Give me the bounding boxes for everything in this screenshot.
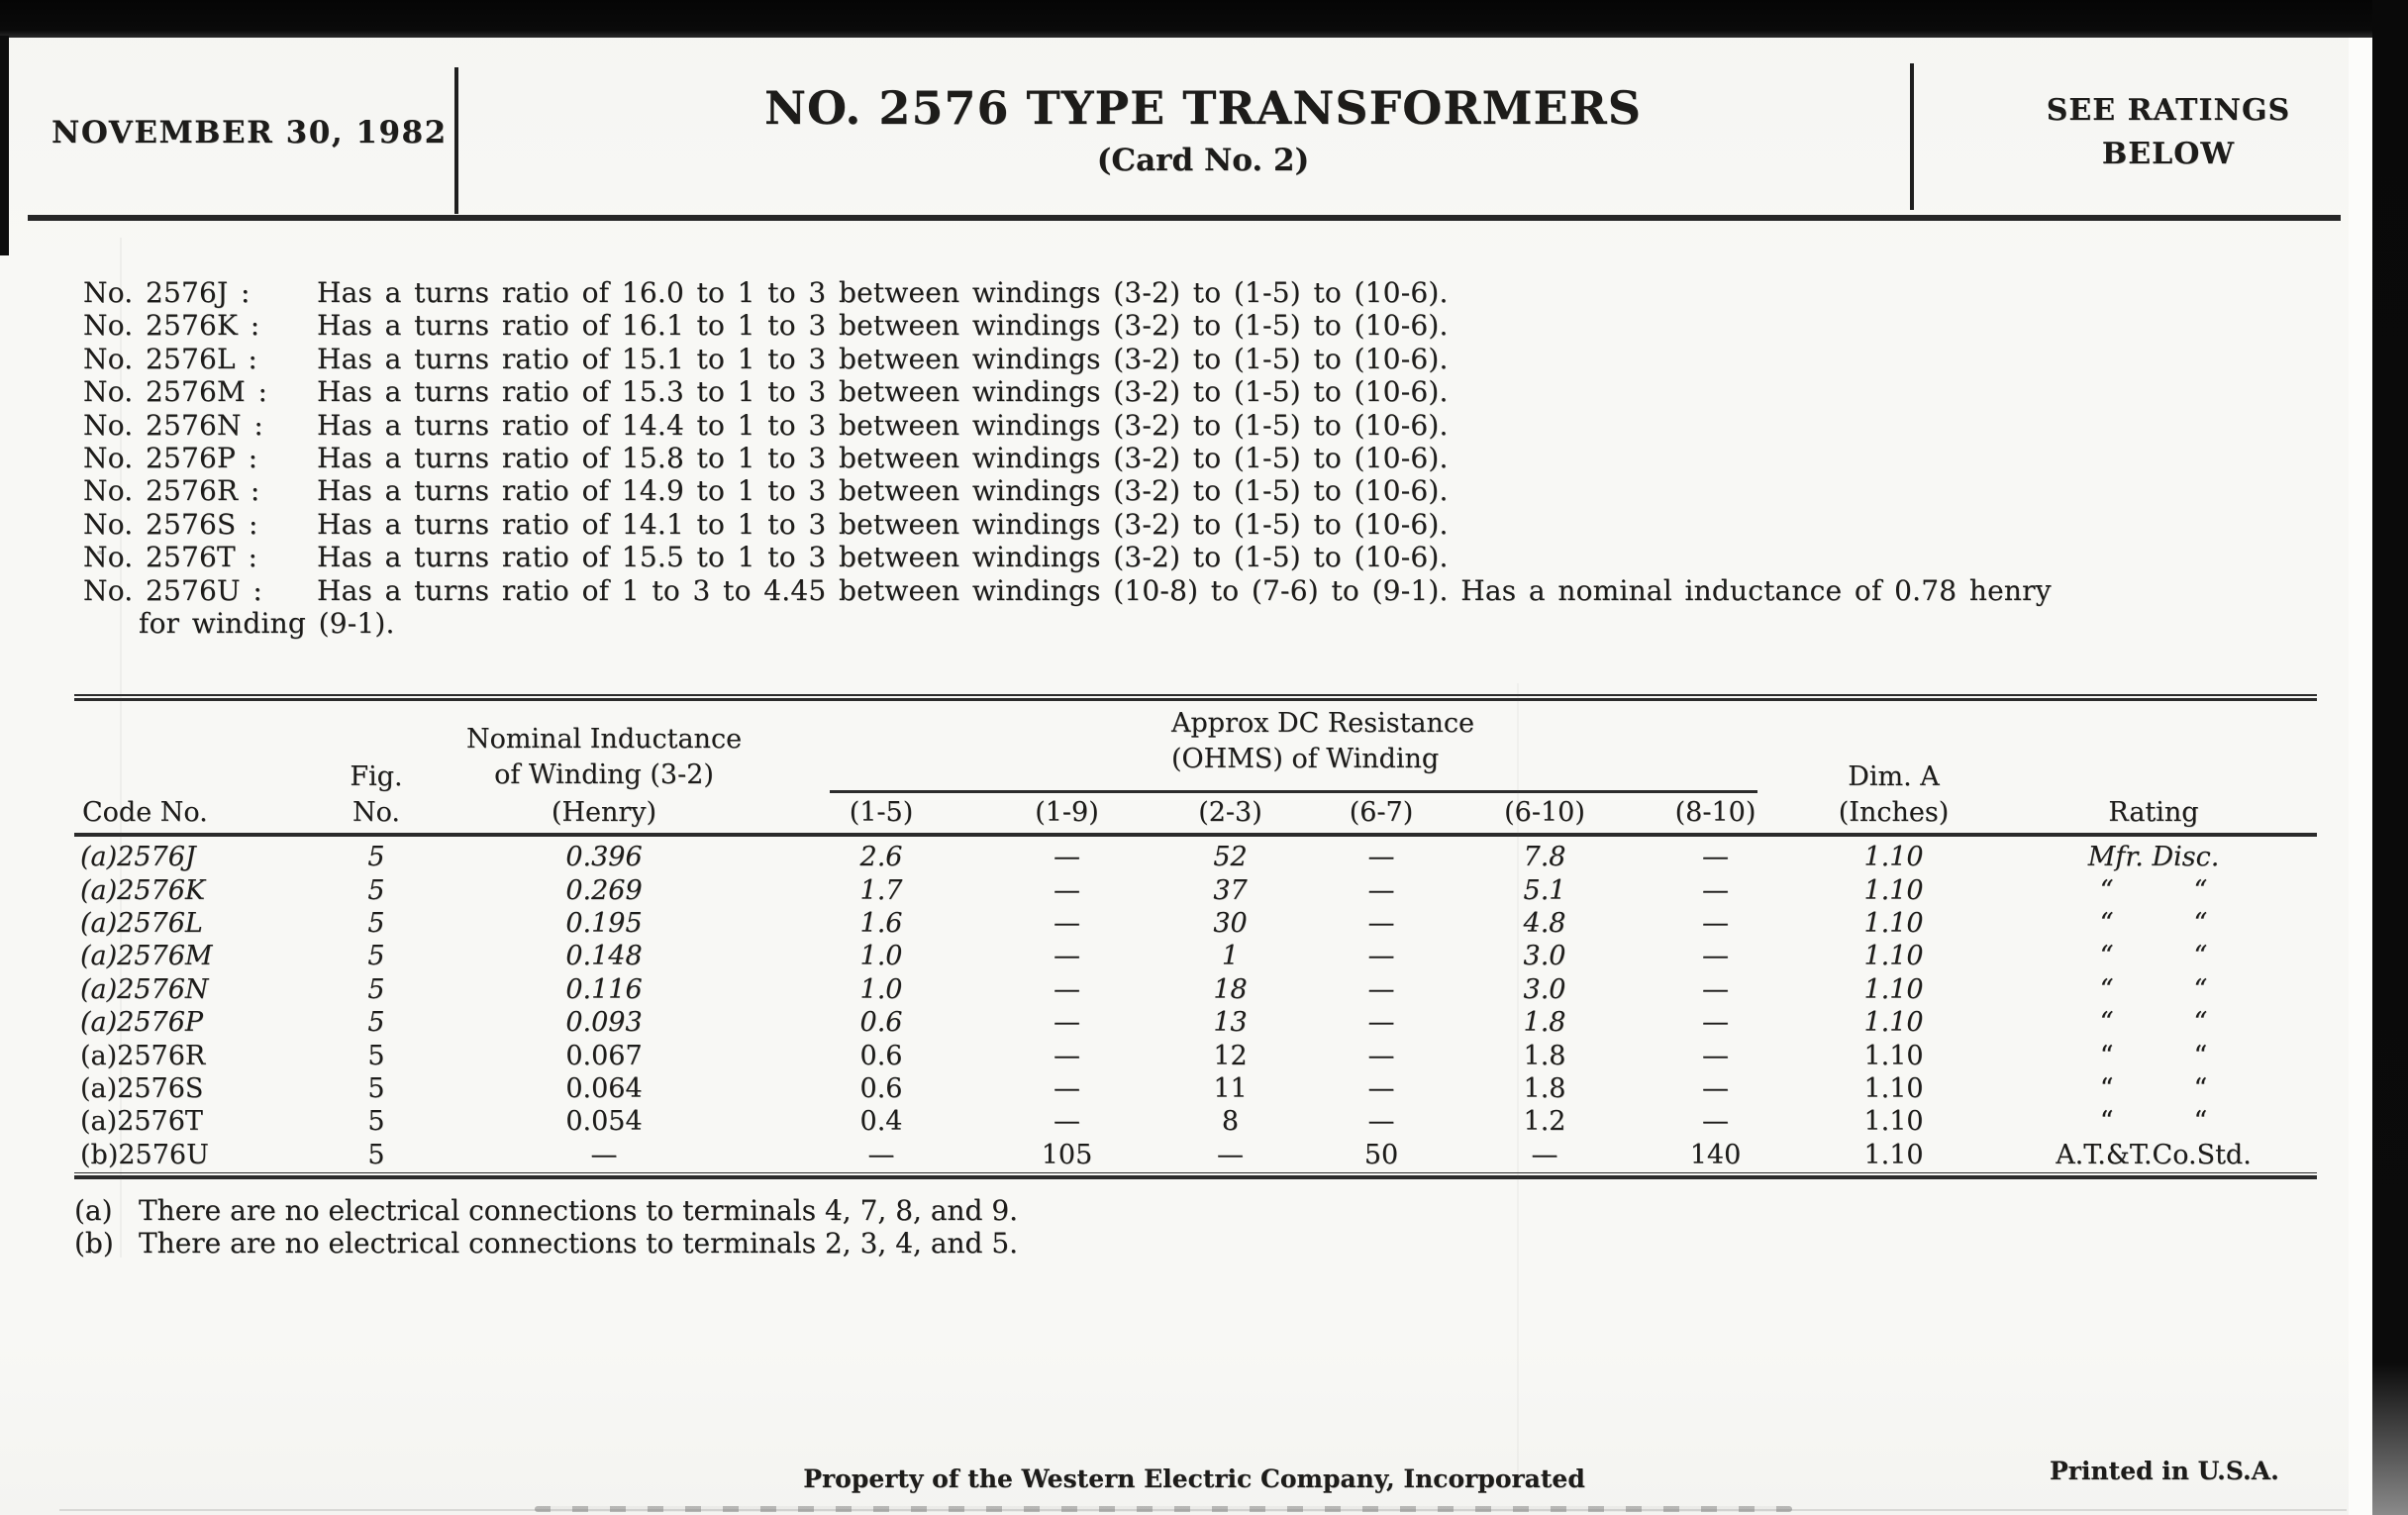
col-header-henry-2: of Winding (3-2) [494,759,714,790]
table-cell: “ “ [2099,1106,2208,1138]
table-cell: (b)2576U [80,1139,209,1170]
table-cell: “ “ [2099,907,2208,939]
table-cell: 1.10 [1863,907,1924,939]
table-rows [74,841,2317,1171]
footnote-a-label: (a) [74,1194,113,1227]
table-cell: 0.396 [565,842,643,873]
description-text: Has a turns ratio of 15.8 to 1 to 3 between windings (3-2) to (1-5) to (10-6). [317,441,1449,474]
col-header-winding-6-7: (6-7) [1349,797,1414,828]
scan-seam-right [1517,683,1519,1485]
table-cell: 0.195 [565,907,643,939]
table-cell: — [1367,1040,1395,1071]
table-cell: 1.10 [1863,1072,1924,1104]
table-top-rule [74,694,2317,701]
issue-date: NOVEMBER 30, 1982 [51,115,448,151]
footnotes [74,1194,1018,1260]
table-cell: — [1531,1139,1558,1170]
code-label: No. 2576K : [83,309,260,343]
table-cell: — [1054,941,1080,972]
table-cell: 4.8 [1523,907,1566,939]
ratings-note-line1: SEE RATINGS [2046,93,2291,128]
footnote-b-label: (b) [74,1227,114,1260]
col-header-dim-1: Dim. A [1848,761,1940,792]
table-cell: — [1367,874,1395,906]
code-label: No. 2576P : [83,441,258,474]
table-cell: — [1367,842,1395,873]
col-header-fig-2: No. [352,797,400,828]
col-header-winding-8-10: (8-10) [1674,797,1756,828]
table-cell: 1.10 [1863,874,1924,906]
table-cell: — [1054,874,1080,906]
table-cell: 0.064 [565,1072,643,1104]
table-cell: 1.2 [1523,1106,1566,1138]
description-text: Has a turns ratio of 15.3 to 1 to 3 between windings (3-2) to (1-5) to (10-6). [317,375,1449,409]
description-text: Has a turns ratio of 16.0 to 1 to 3 between windings (3-2) to (1-5) to (10-6). [317,276,1449,309]
table-cell: 5 [367,1040,385,1071]
col-header-henry-1: Nominal Inductance [465,724,743,755]
table-cell: (a)2576N [80,973,209,1005]
table-bottom-rule [74,1172,2317,1179]
table-cell: — [1367,941,1395,972]
table-cell: — [1054,1040,1080,1071]
table-row [74,1139,2317,1171]
table-cell: — [1367,1007,1395,1039]
table-cell: — [1702,874,1729,906]
table-row [74,973,2317,1006]
description-text: Has a turns ratio of 14.4 to 1 to 3 between windings (3-2) to (1-5) to (10-6). [317,408,1449,442]
property-notice: Property of the Western Electric Company, Incorporated [803,1464,1585,1493]
table-cell: 1.10 [1863,1106,1924,1138]
footnote-b [74,1227,1018,1260]
table-cell: (a)2576M [80,941,213,972]
footnote-b-text: There are no electrical connections to terminals 2, 3, 4, and 5. [139,1227,1019,1260]
scan-edge-right [2372,0,2408,1515]
table-cell: — [1702,1040,1729,1071]
table-cell: 30 [1213,907,1248,939]
table-cell: 11 [1213,1072,1248,1104]
table-cell: (a)2576S [80,1072,204,1104]
table-cell: 5 [367,874,385,906]
header-divider-right [1910,63,1914,210]
turns-ratio-line [83,508,2351,541]
table-cell: 50 [1363,1139,1399,1170]
scan-edge-top [0,0,2408,38]
col-header-henry-3: (Henry) [551,797,657,828]
table-cell: 1.10 [1863,1139,1924,1170]
table-cell: 3.0 [1523,973,1566,1005]
turns-ratio-list [83,276,2351,640]
table-cell: 1 [1221,941,1240,972]
group-header-line1: Approx DC Resistance [1171,708,1475,739]
table-cell: — [1054,973,1080,1005]
table-cell: “ “ [2099,874,2208,906]
code-label: No. 2576U : [83,573,263,607]
turns-ratio-line [83,276,2351,309]
table-row [74,940,2317,972]
table-cell: 37 [1213,874,1248,906]
table-cell: — [1702,973,1729,1005]
table-cell: 5 [367,1106,385,1138]
ratings-table [74,694,2317,1181]
footnote-a [74,1194,1018,1227]
table-cell: (a)2576J [80,842,196,873]
table-cell: 12 [1213,1040,1248,1071]
table-cell: — [1217,1139,1244,1170]
table-cell: — [1054,1072,1080,1104]
description-text: Has a turns ratio of 16.1 to 1 to 3 between windings (3-2) to (1-5) to (10-6). [317,309,1449,343]
table-row [74,1039,2317,1071]
col-header-code: Code No. [82,797,208,828]
table-cell: — [1702,842,1729,873]
turns-ratio-line [83,309,2351,342]
ratings-note [1960,89,2376,176]
table-cell: “ “ [2099,1007,2208,1039]
table-row [74,907,2317,940]
col-header-rating: Rating [2108,797,2199,828]
table-cell: 8 [1221,1106,1240,1138]
table-cell: 5 [367,941,385,972]
table-cell: “ “ [2099,973,2208,1005]
table-cell: 7.8 [1523,842,1566,873]
table-cell: 5 [367,973,385,1005]
table-cell: 0.054 [565,1106,643,1138]
table-cell: — [1367,1106,1395,1138]
page-subtitle: (Card No. 2) [1096,143,1310,178]
table-header-rule [74,833,2317,837]
table-cell: 3.0 [1523,941,1566,972]
table-cell: 105 [1041,1139,1093,1170]
table-row [74,1006,2317,1039]
turns-ratio-line [83,541,2351,573]
table-cell: Mfr. Disc. [2087,842,2220,873]
table-cell: 140 [1689,1139,1742,1170]
table-cell: 1.8 [1523,1007,1566,1039]
table-cell: — [1702,1106,1729,1138]
turns-ratio-line [83,375,2351,408]
col-header-dim-2: (Inches) [1838,797,1950,828]
table-cell: 1.10 [1863,941,1924,972]
col-header-winding-1-9: (1-9) [1035,797,1099,828]
table-cell: — [1367,907,1395,939]
table-cell: A.T.&T.Co.Std. [2056,1139,2252,1170]
table-cell: — [867,1139,895,1170]
table-cell: “ “ [2099,1072,2208,1104]
scan-speck [97,551,104,555]
table-cell: “ “ [2099,1040,2208,1071]
table-cell: (a)2576P [80,1007,204,1039]
table-cell: 0.6 [859,1040,903,1071]
table-cell: — [1702,941,1729,972]
table-cell: 1.10 [1863,1040,1924,1071]
page-title: NO. 2576 TYPE TRANSFORMERS [763,81,1643,135]
table-cell: 0.6 [859,1007,903,1039]
table-cell: (a)2576R [80,1040,206,1071]
description-text: Has a turns ratio of 15.1 to 1 to 3 between windings (3-2) to (1-5) to (10-6). [317,342,1449,375]
table-cell: 0.6 [859,1072,903,1104]
col-header-winding-1-5: (1-5) [849,797,914,828]
table-row [74,873,2317,906]
table-cell: (a)2576T [80,1106,203,1138]
code-label: No. 2576J : [83,276,251,309]
table-row [74,1072,2317,1105]
group-header-line2: (OHMS) of Winding [1171,744,1440,774]
scan-edge-bottom-line [59,1509,2347,1511]
turns-ratio-line [83,442,2351,474]
footnote-a-text: There are no electrical connections to terminals 4, 7, 8, and 9. [139,1194,1019,1227]
table-cell: 52 [1213,842,1248,873]
table-cell: 18 [1213,973,1248,1005]
table-cell: 1.10 [1863,973,1924,1005]
description-text: Has a turns ratio of 1 to 3 to 4.45 between windings (10-8) to (7-6) to (9-1). Has a nominal inductance of 0.78 henry [317,573,2052,607]
col-header-winding-2-3: (2-3) [1198,797,1262,828]
scan-seam-left [120,238,122,1258]
table-cell: 1.6 [859,907,903,939]
table-cell: 0.093 [565,1007,643,1039]
col-header-fig-1: Fig. [350,761,403,792]
table-cell: “ “ [2099,941,2208,972]
table-cell: 0.067 [565,1040,643,1071]
table-cell: 0.4 [859,1106,903,1138]
description-continuation: for winding (9-1). [139,606,395,640]
printed-in-usa: Printed in U.S.A. [2050,1457,2279,1485]
table-cell: 1.7 [859,874,903,906]
code-label: No. 2576L : [83,342,258,375]
table-cell: 1.8 [1523,1040,1566,1071]
code-label: No. 2576M : [83,375,268,409]
table-cell: (a)2576K [80,874,206,906]
table-cell: — [1054,1007,1080,1039]
turns-ratio-line [83,474,2351,507]
col-header-winding-6-10: (6-10) [1504,797,1585,828]
table-cell: — [1367,973,1395,1005]
code-label: No. 2576S : [83,507,258,541]
table-cell: 5.1 [1523,874,1566,906]
table-cell: 5 [367,907,385,939]
paper-edge-right [2349,38,2372,1515]
table-cell: 1.10 [1863,842,1924,873]
table-cell: 5 [367,1007,385,1039]
header-rule [28,215,2341,221]
table-cell: 2.6 [859,842,903,873]
turns-ratio-line [83,343,2351,375]
description-text: Has a turns ratio of 14.9 to 1 to 3 between windings (3-2) to (1-5) to (10-6). [317,474,1449,508]
table-cell: 1.0 [859,941,903,972]
table-cell: — [1054,842,1080,873]
table-row [74,841,2317,873]
table-cell: 5 [367,1072,385,1104]
code-label: No. 2576N : [83,408,263,442]
table-cell: 0.116 [565,973,643,1005]
table-cell: 5 [367,1139,385,1170]
table-cell: 0.148 [565,941,643,972]
scan-edge-left [0,36,9,255]
code-label: No. 2576R : [83,474,260,508]
table-cell: — [1054,907,1080,939]
turns-ratio-line [83,574,2351,607]
code-label: No. 2576T : [83,541,258,574]
table-cell: — [1367,1072,1395,1104]
table-cell: — [590,1139,618,1170]
header-divider-left [454,67,458,214]
group-header-rule [830,790,1757,793]
turns-ratio-line [83,409,2351,442]
table-cell: 1.8 [1523,1072,1566,1104]
table-row [74,1105,2317,1138]
table-cell: — [1702,907,1729,939]
table-cell: — [1054,1106,1080,1138]
table-cell: — [1702,1072,1729,1104]
table-cell: 1.10 [1863,1007,1924,1039]
table-cell: 5 [367,842,385,873]
ratings-note-line2: BELOW [2101,137,2236,171]
table-cell: 1.0 [859,973,903,1005]
description-text: Has a turns ratio of 14.1 to 1 to 3 between windings (3-2) to (1-5) to (10-6). [317,507,1449,541]
description-text: Has a turns ratio of 15.5 to 1 to 3 between windings (3-2) to (1-5) to (10-6). [317,541,1449,574]
table-cell: 0.269 [565,874,643,906]
table-cell: 13 [1213,1007,1248,1039]
table-cell: (a)2576L [80,907,203,939]
table-cell: — [1702,1007,1729,1039]
